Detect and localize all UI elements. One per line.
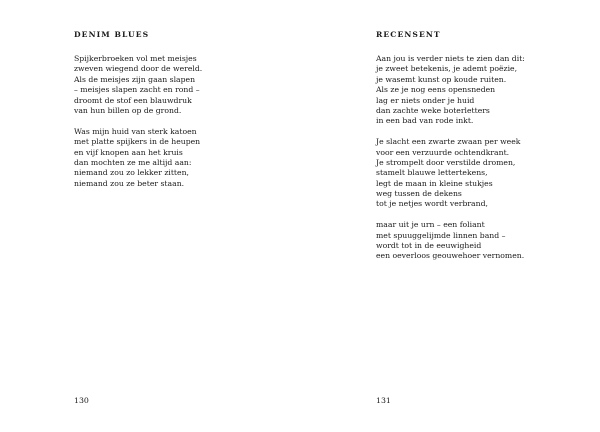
poem-line: dan zachte weke boterletters: [376, 105, 490, 115]
poem-line: van hun billen op de grond.: [74, 105, 182, 115]
poem-line: tot je netjes wordt verbrand,: [376, 199, 488, 209]
poem-line: zweven wiegend door de wereld.: [74, 64, 203, 74]
poem-line: Was mijn huid van sterk katoen: [74, 126, 197, 136]
stanza: [376, 54, 586, 127]
poem-line: Spijkerbroeken vol met meisjes: [74, 54, 197, 63]
poem-line: Als ze je nog eens opensneden: [376, 85, 496, 95]
poem-line: in een bad van rode inkt.: [376, 116, 474, 126]
poem-line: Als de meisjes zijn gaan slapen: [74, 74, 196, 84]
poem-line: lag er niets onder je huid: [376, 95, 475, 105]
page-number: 130: [74, 396, 89, 405]
poem-title: RECENSENT: [376, 30, 441, 39]
poem-line: niemand zou ze beter staan.: [74, 178, 185, 188]
poem-line: weg tussen de dekens: [376, 189, 462, 199]
stanza: [74, 127, 284, 189]
poem-line: wordt tot in de eeuwigheid: [376, 241, 482, 251]
poem-line: legt de maan in kleine stukjes: [376, 178, 493, 188]
poem-line: Aan jou is verder niets te zien dan dit:: [376, 54, 525, 63]
poem-title: DENIM BLUES: [74, 30, 150, 39]
stanza: [376, 137, 586, 210]
poem-line: droomt de stof een blauwdruk: [74, 95, 192, 105]
poem-line: niemand zou zo lekker zitten,: [74, 168, 189, 178]
poem-body: [74, 54, 284, 199]
poem-body: [376, 54, 586, 272]
poem-line: je zweet betekenis, je ademt poëzie,: [376, 64, 518, 74]
poem-line: en vijf knopen aan het kruis: [74, 147, 183, 157]
poem-line: een oeverloos geouwehoer vernomen.: [376, 251, 525, 261]
poem-line: je wasemt kunst op koude ruiten.: [376, 74, 507, 84]
page-number: 131: [376, 396, 391, 405]
stanza: [74, 54, 284, 116]
poem-line: maar uit je urn – een foliant: [376, 220, 485, 230]
stanza: [376, 220, 586, 262]
right-page: [300, 0, 600, 432]
poem-line: stamelt blauwe lettertekens,: [376, 168, 488, 178]
poem-line: met spuuggelijmde linnen band –: [376, 230, 506, 240]
poem-line: Je strompelt door verstilde dromen,: [376, 157, 516, 167]
poem-line: voor een verzuurde ochtendkrant.: [376, 147, 510, 157]
poem-line: Je slacht een zwarte zwaan per week: [376, 137, 521, 147]
poem-line: – meisjes slapen zacht en rond –: [74, 85, 200, 95]
poem-line: met platte spijkers in de heupen: [74, 137, 201, 147]
poem-line: dan mochten ze me altijd aan:: [74, 157, 192, 167]
